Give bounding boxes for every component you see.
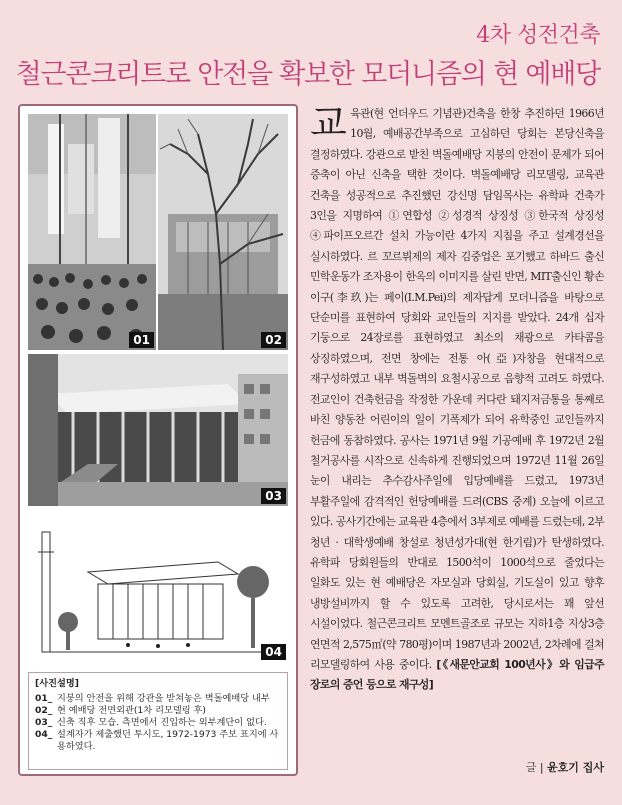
caption-item <box>35 729 281 753</box>
article-text: 육관(현 언더우드 기념관)건축을 한창 추진하던 1966년 10월, 예배공간부족으로 고심하던 당회는 본당신축을 결정하였다. 강관으로 받친 벽돌예배당 지붕의 안전이 문제가 되어 증축이 아닌 신축을 택한 것이다. 벽돌예배당 리모델링, 교육관 건축을 성공적으로 추진했던 강신명 담임목사는 유학파 건축가 3인을 지명하여 ①연합성 ②성경적 상징성 ③한국적 상징성 ④파이프오르간 설치 가능이란 4가지 지침을 주고 설계경선을 실시하였다. 르 꼬르뷔제의 제자 김중업은 포기했고 하바드 출신 민학운동가 조자용이 한옥의 이미지를 살린 반면, MIT출신인 황손 이구(李玖)는 페이(I.M.Pei)의 제자답게 모더니즘을 바탕으로 단순미를 표현하여 당회와 교인들의 지지를 받았다. 24개 십자 기둥으로 24장로를 표현하였고 최소의 채광으로 카타콤을 상징하였으며, 전면 창에는 전통 아(亞)자창을 현대적으로 재구성하였고 내부 벽돌벽의 요철시공으로 음향적 고려도 하였다. 전교인이 건축헌금을 작정한 가운데 커다란 돼지저금통을 통째로 바친 양동찬 어린이의 일이 기폭제가 되어 유학중인 교인들까지 헌금에 동참하였다. 공사는 1971년 9월 기공예배 후 1972년 2월 철거공사를 시작으로 신속하게 진행되었으며 1972년 11월 26일 눈이 내리는 추수감사주일에 입당예배를 드렸고, 1973년 부활주일에 감격적인 헌당예배를 드려(CBS 중계) 오늘에 이르고 있다. 공사기간에는 교육관 4층에서 3부제로 예배를 드렸는데, 2부 청년 · 대학생예배 창설로 청년성가대(현 한기림)가 탄생하였다. 유학파 당회원들의 반대로 1500석이 1000석으로 줄었다는 일화도 있는 현 예배당은 자모실과 당회실, 기도실이 있고 향후 냉방설비까지 할 수 있도록 고려한, 당시로서는 꽤 앞선 시설이었다. 철근콘크리트 모멘트골조로 규모는 지하1층 지상3층 연면적 2,575㎡(약 780평)이며 1987년과 2002년, 2차례에 걸쳐 리모델링하여 사용 중이다. <box>310 107 604 671</box>
caption-item <box>35 717 281 729</box>
page-title: 철근콘크리트로 안전을 확보한 모더니즘의 현 예배당 <box>15 59 600 90</box>
caption-text: 설계자가 제출했던 투시도, 1972-1973 주보 표지에 사용하였다. <box>57 729 279 752</box>
caption-text: 신축 직후 모습. 측면에서 진입하는 외부계단이 없다. <box>57 717 267 728</box>
section-subtitle: 4차 성전건축 <box>476 23 600 48</box>
photo-number: 01 <box>129 332 154 348</box>
caption-box <box>28 672 288 770</box>
dropcap: 교 <box>310 101 347 145</box>
article-body <box>310 101 605 696</box>
photo-02-church-front <box>158 114 288 350</box>
photo-number: 04 <box>261 644 286 660</box>
caption-title: [사진설명] <box>35 678 79 689</box>
byline-prefix: 글 | <box>525 761 548 774</box>
caption-number: 02_ <box>35 705 53 716</box>
caption-number: 03_ <box>35 717 53 728</box>
photo-number: 02 <box>261 332 286 348</box>
photo-03-after-construction <box>28 354 288 506</box>
photo-panel <box>18 104 298 776</box>
photo-04-perspective-drawing <box>28 512 288 662</box>
photo-01-church-interior <box>28 114 156 350</box>
caption-number: 01_ <box>35 693 53 704</box>
article-citation: [《새문안교회 100년사》와 임급주 장로의 증언 등으로 재구성] <box>310 657 605 692</box>
caption-text: 지붕의 안전을 위해 강관을 받쳐놓은 벽돌예배당 내부 <box>57 693 270 704</box>
caption-item <box>35 705 281 717</box>
photo-number: 03 <box>261 488 286 504</box>
byline-author: 윤호기 집사 <box>547 761 604 774</box>
caption-item <box>35 693 281 705</box>
byline <box>526 759 604 775</box>
caption-number: 04_ <box>35 729 53 740</box>
caption-text: 현 예배당 전면외관(1차 리모델링 후) <box>57 705 206 716</box>
